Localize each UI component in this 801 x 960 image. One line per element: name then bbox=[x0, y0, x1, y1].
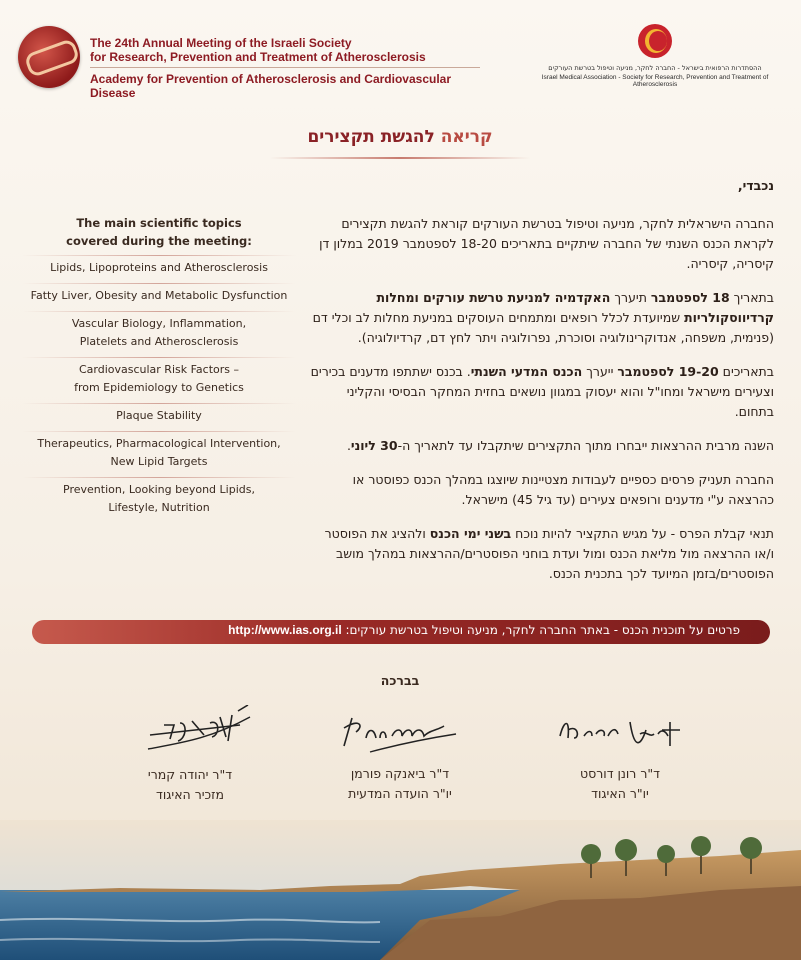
title-underline bbox=[270, 157, 530, 159]
topics-heading-line-2: covered during the meeting: bbox=[66, 234, 252, 248]
secretary-role: מזכיר האיגוד bbox=[156, 787, 224, 802]
scientific-chair-role: יו"ר הועדה המדעית bbox=[348, 786, 452, 801]
letter-body bbox=[306, 176, 774, 598]
academy-title: Academy for Prevention of Atherosclerosis and Cardiovascular Disease bbox=[90, 72, 452, 100]
ima-hebrew-name: ההסתדרות הרפואית בישראל - החברה לחקר, מניעה וטיפול בטרשת העורקים bbox=[548, 64, 762, 72]
topic-item: Fatty Liver, Obesity and Metabolic Dysfunction bbox=[22, 282, 296, 310]
page-title bbox=[230, 127, 570, 147]
website-banner bbox=[32, 620, 770, 644]
paragraph-prizes: החברה תעניק פרסים כספיים לעבודות מצטיינות שיוצגו במהלך הכנס כפוסטר או כהרצאה ע"י מדענים ורופאים צעירים (עד גיל 45) מישראל. bbox=[352, 472, 774, 507]
banner-text: פרטים על תוכנית הכנס - באתר החברה לחקר, מניעה וטיפול בטרשת עורקים: http://www.ias.org.il bbox=[228, 623, 740, 637]
topic-item: Lipids, Lipoproteins and Atherosclerosis bbox=[22, 254, 296, 282]
topic-item: Prevention, Looking beyond Lipids, Lifestyle, Nutrition bbox=[22, 476, 296, 522]
secretary-name: ד"ר יהודה קמרי bbox=[147, 767, 233, 782]
signature-scientific-chair bbox=[310, 708, 490, 804]
title-part-1: קריאה bbox=[440, 127, 493, 147]
paragraph-deadline: השנה מרבית ההרצאות ייבחרו מתוך התקצירים שיתקבלו עד לתאריך ה-30 ליוני. bbox=[346, 438, 774, 453]
topic-item: Therapeutics, Pharmacological Intervention, New Lipid Targets bbox=[22, 430, 296, 476]
ima-logo bbox=[638, 24, 672, 58]
handwritten-signature-image bbox=[550, 708, 690, 758]
ima-block bbox=[520, 24, 790, 88]
title-divider bbox=[90, 67, 480, 68]
ima-english-name: Israel Medical Association - Society for Research, Prevention and Treatment of Atherosclerosis bbox=[541, 74, 769, 88]
paragraph-intro: החברה הישראלית לחקר, מניעה וטיפול בטרשת העורקים קוראת להגשת תקצירים לקראת הכנס השנתי של החברה שיתקיים בתאריכים 18-20 לספטמבר 2019 במלון דן קיסריה, קיסריה. bbox=[319, 216, 774, 271]
topic-item: Vascular Biology, Inflammation, Platelets and Atherosclerosis bbox=[22, 310, 296, 356]
title-part-2: להגשת תקצירים bbox=[307, 127, 441, 147]
website-link[interactable]: http://www.ias.org.il bbox=[228, 623, 342, 637]
paragraph-meeting: בתאריכים 19-20 לספטמבר ייערך הכנס המדעי השנתי. בכנס ישתתפו מדענים בכירים וצעירים מישראל ומחו"ל והוא יעסוק במגוון נושאים בחזית המחקר הבסיסי והקליני בתחום. bbox=[310, 364, 774, 419]
chair-role: יו"ר האיגוד bbox=[591, 786, 649, 801]
signature-chair bbox=[530, 708, 710, 804]
signature-secretary bbox=[100, 705, 280, 805]
closing-greeting: בברכה bbox=[380, 673, 420, 688]
caesarea-coast-image bbox=[0, 820, 801, 960]
handwritten-signature-image bbox=[330, 708, 470, 758]
conference-line-2: for Research, Prevention and Treatment of Atherosclerosis bbox=[90, 50, 426, 64]
topics-heading bbox=[22, 214, 296, 250]
topic-item: Cardiovascular Risk Factors – from Epidemiology to Genetics bbox=[22, 356, 296, 402]
handwritten-signature-image bbox=[120, 705, 260, 759]
chair-name: ד"ר רונן דורסט bbox=[580, 766, 660, 781]
topics-heading-line-1: The main scientific topics bbox=[76, 216, 242, 230]
conference-line-1: The 24th Annual Meeting of the Israeli Society bbox=[90, 36, 352, 50]
topics-column bbox=[22, 214, 296, 522]
scientific-chair-name: ד"ר ביאנקה פורמן bbox=[350, 766, 450, 781]
topic-item: Plaque Stability bbox=[22, 402, 296, 430]
paragraph-conditions: תנאי קבלת הפרס - על מגיש התקציר להיות נוכח בשני ימי הכנס ולהציג את הפוסטר ו/או ההרצאה מול מליאת הכנס ומול ועדת בוחני הפוסטרים/ההרצאות במהלך מושב הפוסטרים/בזמן המיועד לכך בתכנית הכנס. bbox=[324, 526, 774, 581]
conference-title bbox=[90, 36, 490, 100]
society-logo bbox=[18, 26, 80, 88]
paragraph-academy: בתאריך 18 לספטמבר תיערך האקדמיה למניעת טרשת עורקים ומחלות קרדיווסקולריות שמיועדת לכלל רופאים ומתמחים העוסקים במניעת מחלות לב וכלי דם (פנימית, משפחה, אנדוקרינולוגיה וסוכרת, נפרולוגיה ויתר לחץ דם, קרדיולוגיה). bbox=[312, 290, 774, 345]
salutation: נכבדי, bbox=[737, 178, 774, 193]
